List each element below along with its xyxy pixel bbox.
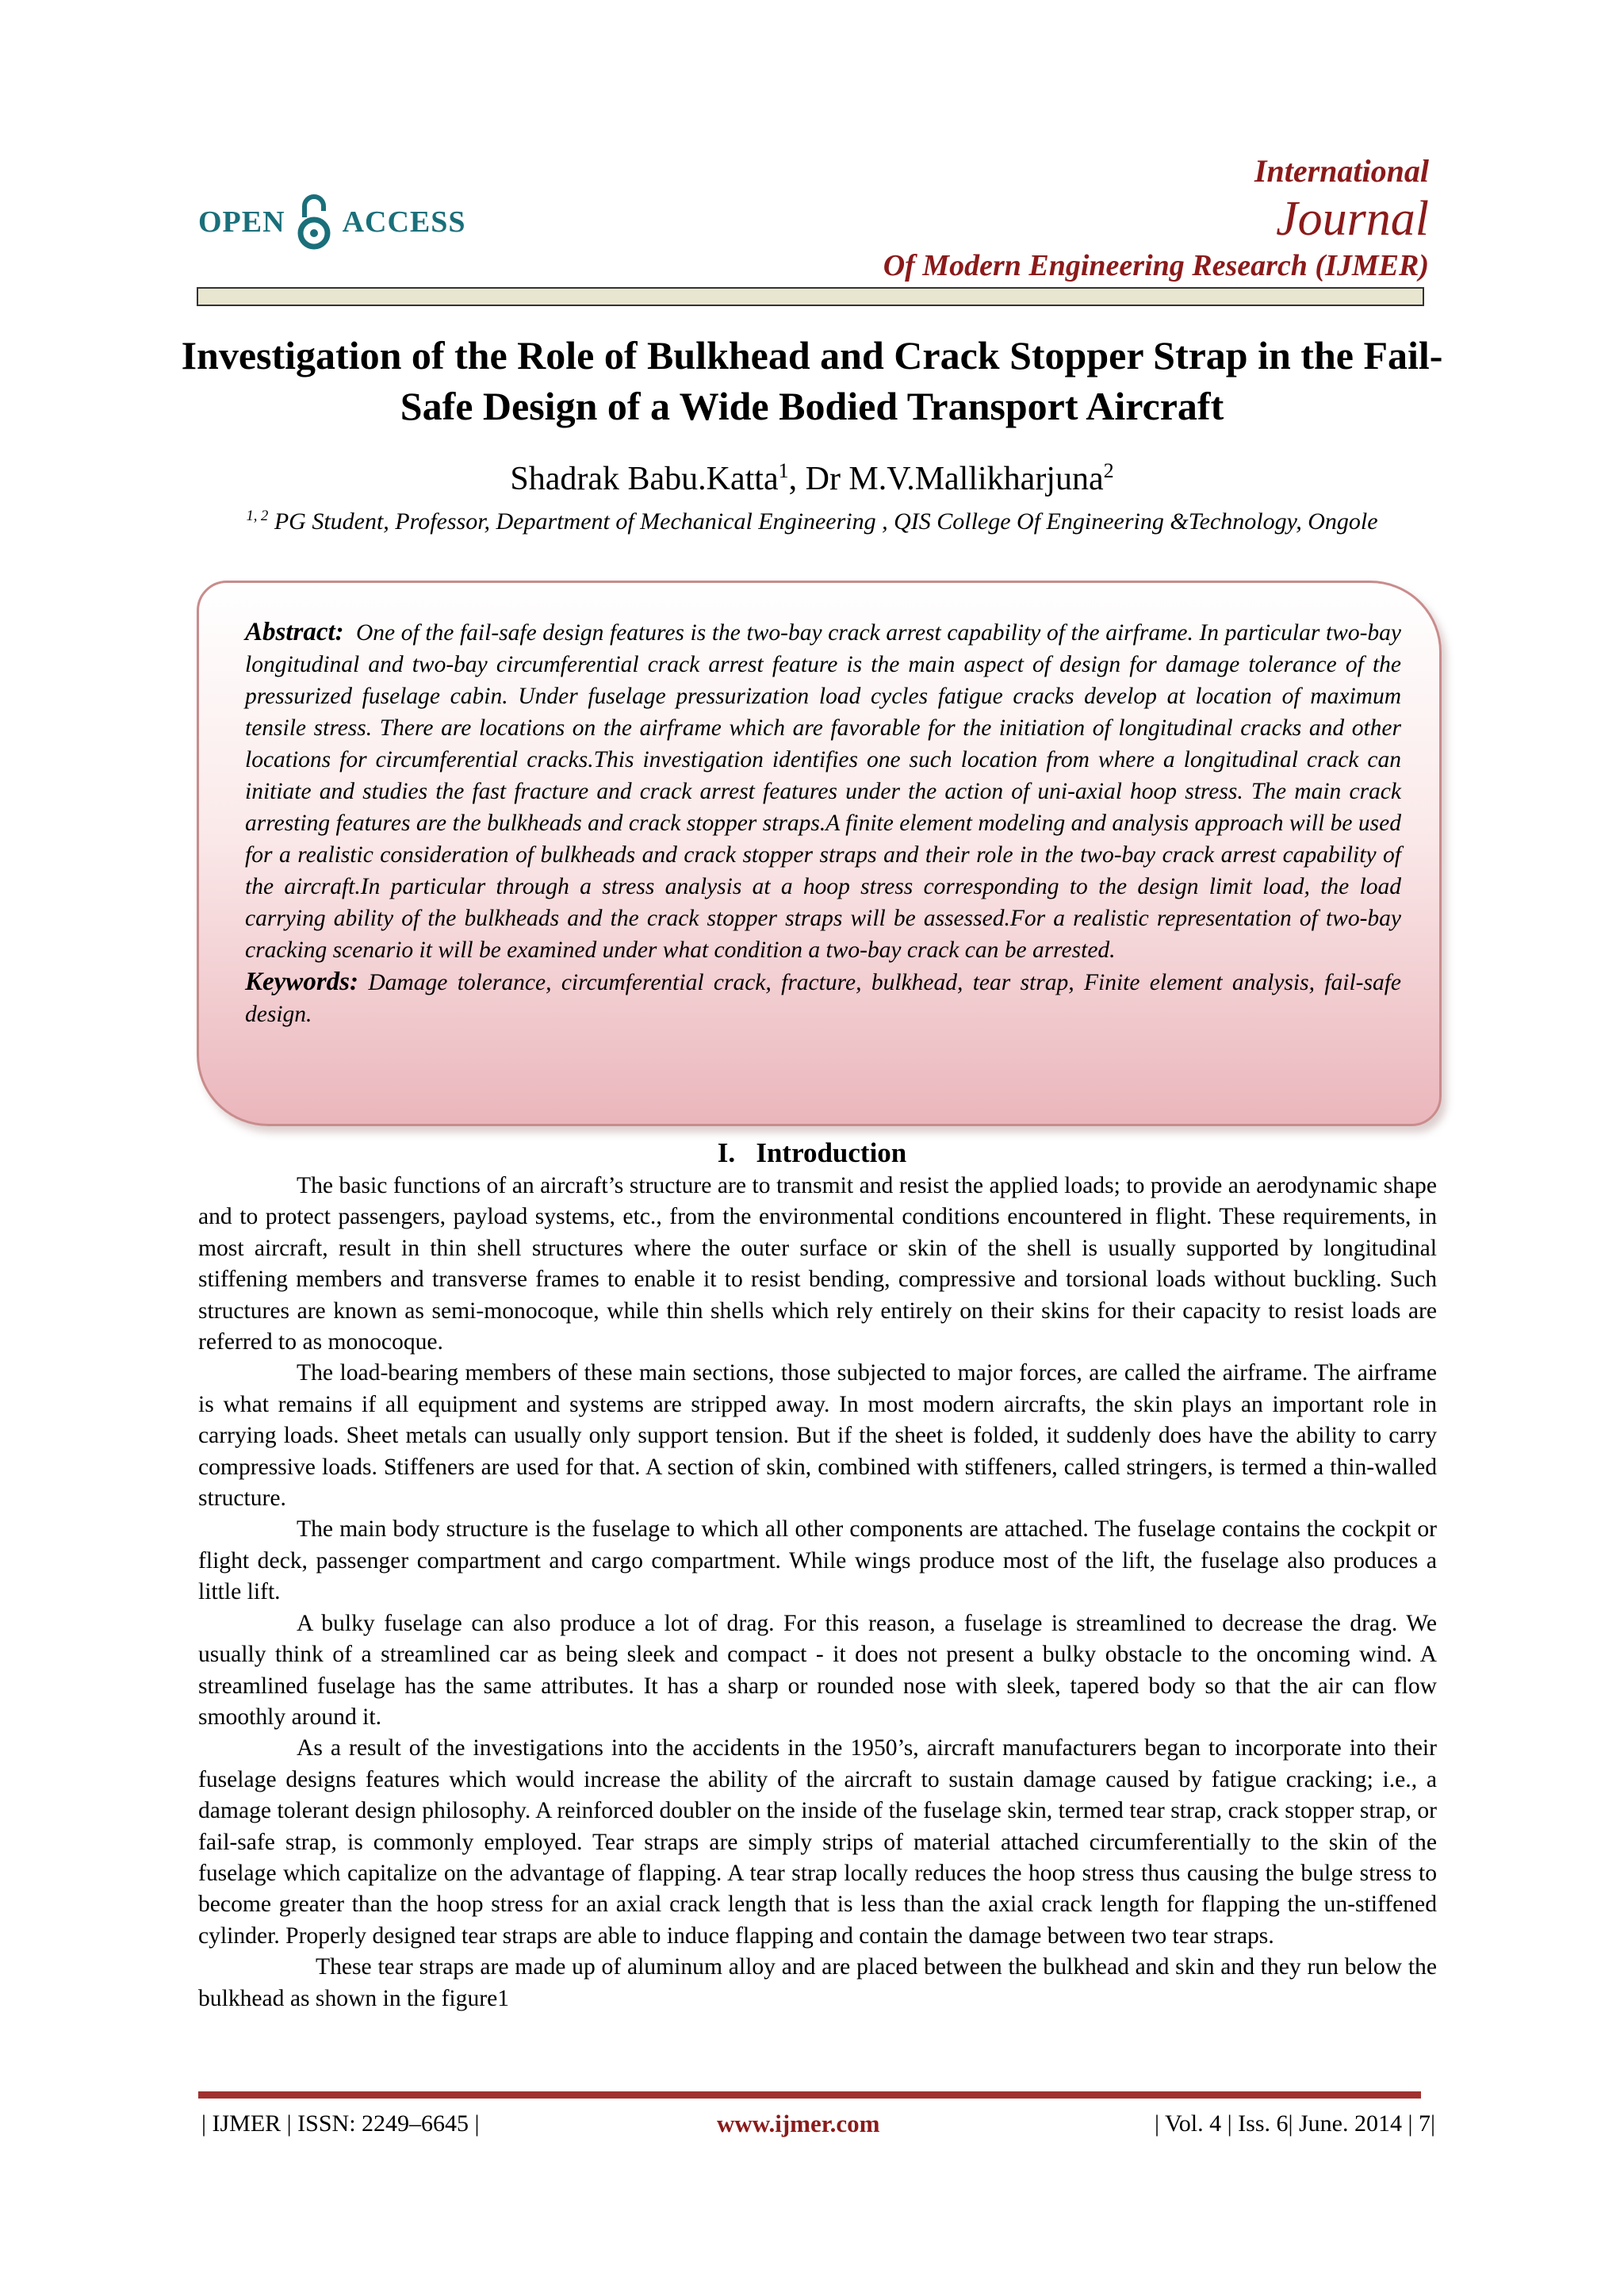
keywords-paragraph [245, 966, 1401, 1030]
author-line [159, 458, 1465, 500]
paragraph: The basic functions of an aircraft’s structure are to transmit and resist the applied loads; to provide an aerodynamic shape and to protect passengers, payload systems, etc., from the environmental conditions encountered in flight. These requirements, in most aircraft, result in thin shell structures where the outer surface or skin of the shell is usually supported by longitudinal stiffening members and transverse frames to enable it to resist bending, compressive and torsional loads without buckling. Such structures are known as semi-monocoque, while thin shells which rely entirely on their skins for their capacity to resist loads are referred to as monocoque. [198, 1173, 1437, 1355]
footer-issn: | IJMER | ISSN: 2249–6645 | [201, 2110, 480, 2137]
author-1-sup: 1 [778, 459, 789, 482]
affiliation-sup: 1, 2 [246, 508, 269, 524]
abstract-text: One of the fail-safe design features is the two-bay crack arrest capability of the airframe. In particular two-bay longitudinal and two-bay circumferential crack arrest feature is the main aspect of design for damage tolerance of the pressurized fuselage cabin. Under fuselage pressurization load cycles fatigue cracks develop at location of maximum tensile stress. There are locations on the airframe which are favorable for the initiation of longitudinal cracks and other locations for circumferential cracks.This investigation identifies one such location from where a longitudinal crack can initiate and studies the fast fracture and crack arrest features under the action of uni-axial hoop stress. The main crack arresting features are the bulkheads and crack stopper straps.A finite element modeling and analysis approach will be used for a realistic consideration of bulkheads and crack stopper straps and their role in the two-bay crack arrest capability of the aircraft.In particular through a stress analysis at a hoop stress corresponding to the design limit load, the load carrying ability of the bulkheads and the crack stopper straps will be assessed.For a realistic representation of two-bay cracking scenario it will be examined under what condition a two-bay crack can be arrested. [245, 620, 1401, 963]
paragraph: A bulky fuselage can also produce a lot of drag. For this reason, a fuselage is streamlined to decrease the drag. We usually think of a streamlined car as being sleek and compact - it does not present a bulky obstacle to the oncoming wind. A streamlined fuselage has the same attributes. It has a sharp or rounded nose with sleek, tapered body so that the air can flow smoothly around it. [198, 1610, 1437, 1730]
section-heading-introduction: I. Introduction [717, 1137, 907, 1168]
keywords-text: Damage tolerance, circumferential crack, fracture, bulkhead, tear strap, Finite element analysis, fail-safe design. [245, 970, 1402, 1027]
author-1: Shadrak Babu.Katta [510, 461, 779, 497]
introduction-body [198, 1171, 1437, 2014]
open-access-left: OPEN [198, 205, 285, 239]
author-2-sup: 2 [1103, 459, 1114, 482]
open-access-right: ACCESS [342, 205, 466, 239]
abstract-box [197, 581, 1442, 1126]
journal-masthead [883, 152, 1429, 284]
footer-website-link[interactable]: www.ijmer.com [717, 2110, 880, 2137]
journal-line-3: Of Modern Engineering Research (IJMER) [883, 249, 1429, 282]
header-divider [197, 287, 1424, 306]
keywords-label: Keywords: [245, 968, 358, 996]
abstract-label: Abstract: [245, 618, 344, 646]
journal-line-2: Journal [1276, 192, 1429, 246]
affiliation-text: PG Student, Professor, Department of Mechanical Engineering , QIS College Of Engineering &Technology, Ongole [268, 508, 1378, 535]
paragraph: The load-bearing members of these main sections, those subjected to major forces, are called the airframe. The airframe is what remains if all equipment and systems are stripped away. In most modern aircrafts, the skin plays an important role in carrying loads. Sheet metals can usually only support tension. But if the sheet is folded, it suddenly does have the ability to carry compressive loads. Stiffeners are used for that. A section of skin, combined with stiffeners, called stringers, is termed a thin-walled structure. [198, 1360, 1437, 1512]
journal-line-1: International [1254, 153, 1429, 189]
paragraph: The main body structure is the fuselage to which all other components are attached. The fuselage contains the cockpit or flight deck, passenger compartment and cargo compartment. While wings produce most of the lift, the fuselage also produces a little lift. [198, 1516, 1437, 1605]
author-separator: , [788, 461, 806, 497]
open-access-logo [198, 190, 466, 254]
abstract-paragraph [245, 616, 1401, 966]
footer-rule [198, 2091, 1421, 2099]
affiliation [198, 506, 1426, 538]
footer-volume: | Vol. 4 | Iss. 6| June. 2014 | 7| [1155, 2110, 1435, 2137]
paragraph: These tear straps are made up of aluminum alloy and are placed between the bulkhead and skin and they run below the bulkhead as shown in the figure1 [198, 1954, 1437, 2011]
paragraph: As a result of the investigations into the accidents in the 1950’s, aircraft manufacturers began to incorporate into their fuselage designs features which would increase the ability of the aircraft to sustain damage caused by fatigue cracking; i.e., a damage tolerant design philosophy. A reinforced doubler on the inside of the fuselage skin, termed tear strap, crack stopper strap, or fail-safe strap, is commonly employed. Tear straps are simply strips of material attached circumferentially to the skin of the fuselage which capitalize on the advantage of flapping. A tear strap locally reduces the hoop stress thus causing the bulge stress to become greater than the hoop stress for an axial crack length that is less than the axial crack length for flapping the un-stiffened cylinder. Properly designed tear straps are able to induce flapping and contain the damage between two tear straps. [198, 1735, 1437, 1949]
paper-title: Investigation of the Role of Bulkhead and Crack Stopper Strap in the Fail-Safe Design of a Wide Bodied Transport Aircraft [181, 333, 1443, 428]
open-lock-icon [297, 194, 331, 251]
author-2: Dr M.V.Mallikharjuna [805, 461, 1104, 497]
